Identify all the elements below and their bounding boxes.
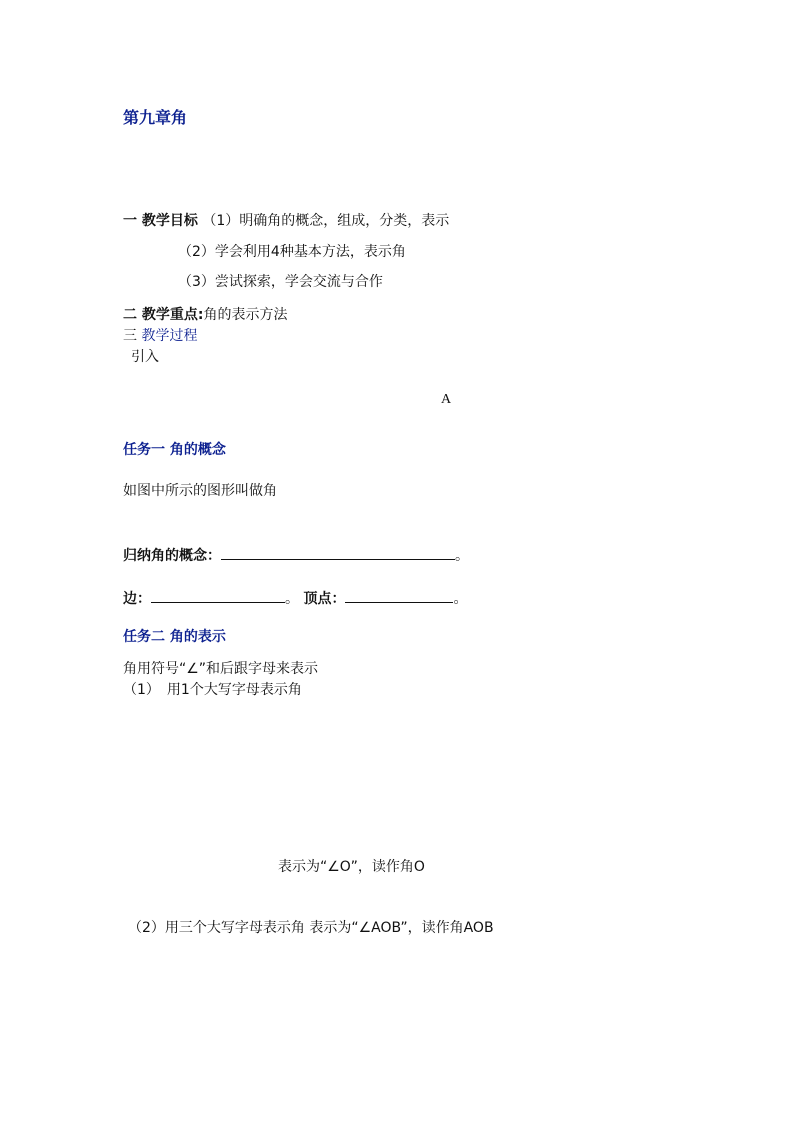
teaching-goals-line (123, 212, 449, 230)
task2-text: 角用符号“∠”和后跟字母来表示 (123, 661, 319, 677)
teaching-process-line (123, 327, 197, 345)
side-vertex-line (123, 588, 467, 608)
summary-blank[interactable] (221, 545, 455, 560)
teaching-focus-text: 角的表示方法 (203, 307, 288, 323)
side-end: 。 (285, 591, 299, 607)
vertex-label: 顶点： (303, 591, 346, 607)
teaching-goals-label: 一 教学目标 (123, 213, 198, 229)
goal-item-1: （1）明确角的概念，组成，分类，表示 (202, 213, 450, 229)
goal-item-2: （2）学会利用4种基本方法，表示角 (178, 244, 406, 260)
summary-line (123, 545, 469, 565)
side-label: 边： (123, 591, 151, 607)
method1-result: 表示为“∠O”，读作角O (278, 859, 425, 875)
point-a-label: A (441, 392, 452, 407)
goal-item-3: （3）尝试探索，学会交流与合作 (178, 274, 383, 290)
vertex-blank[interactable] (345, 588, 453, 603)
teaching-focus-label: 二 教学重点: (123, 307, 204, 323)
teaching-process-number: 三 (123, 328, 137, 344)
summary-label: 归纳角的概念： (123, 548, 221, 564)
intro-text: 引入 (131, 349, 159, 365)
task1-title: 任务一 角的概念 (123, 442, 226, 458)
task1-text: 如图中所示的图形叫做角 (123, 483, 277, 499)
method2-text: （2）用三个大写字母表示角 表示为“∠AOB”，读作角AOB (128, 920, 494, 936)
method1-text: （1） 用1个大写字母表示角 (123, 682, 302, 698)
vertex-end: 。 (453, 591, 468, 607)
teaching-process-title: 教学过程 (141, 328, 198, 344)
summary-end: 。 (455, 548, 469, 564)
side-blank[interactable] (151, 588, 285, 603)
teaching-focus-line (123, 306, 287, 324)
chapter-title: 第九章角 (123, 108, 188, 127)
task2-title: 任务二 角的表示 (123, 629, 226, 645)
